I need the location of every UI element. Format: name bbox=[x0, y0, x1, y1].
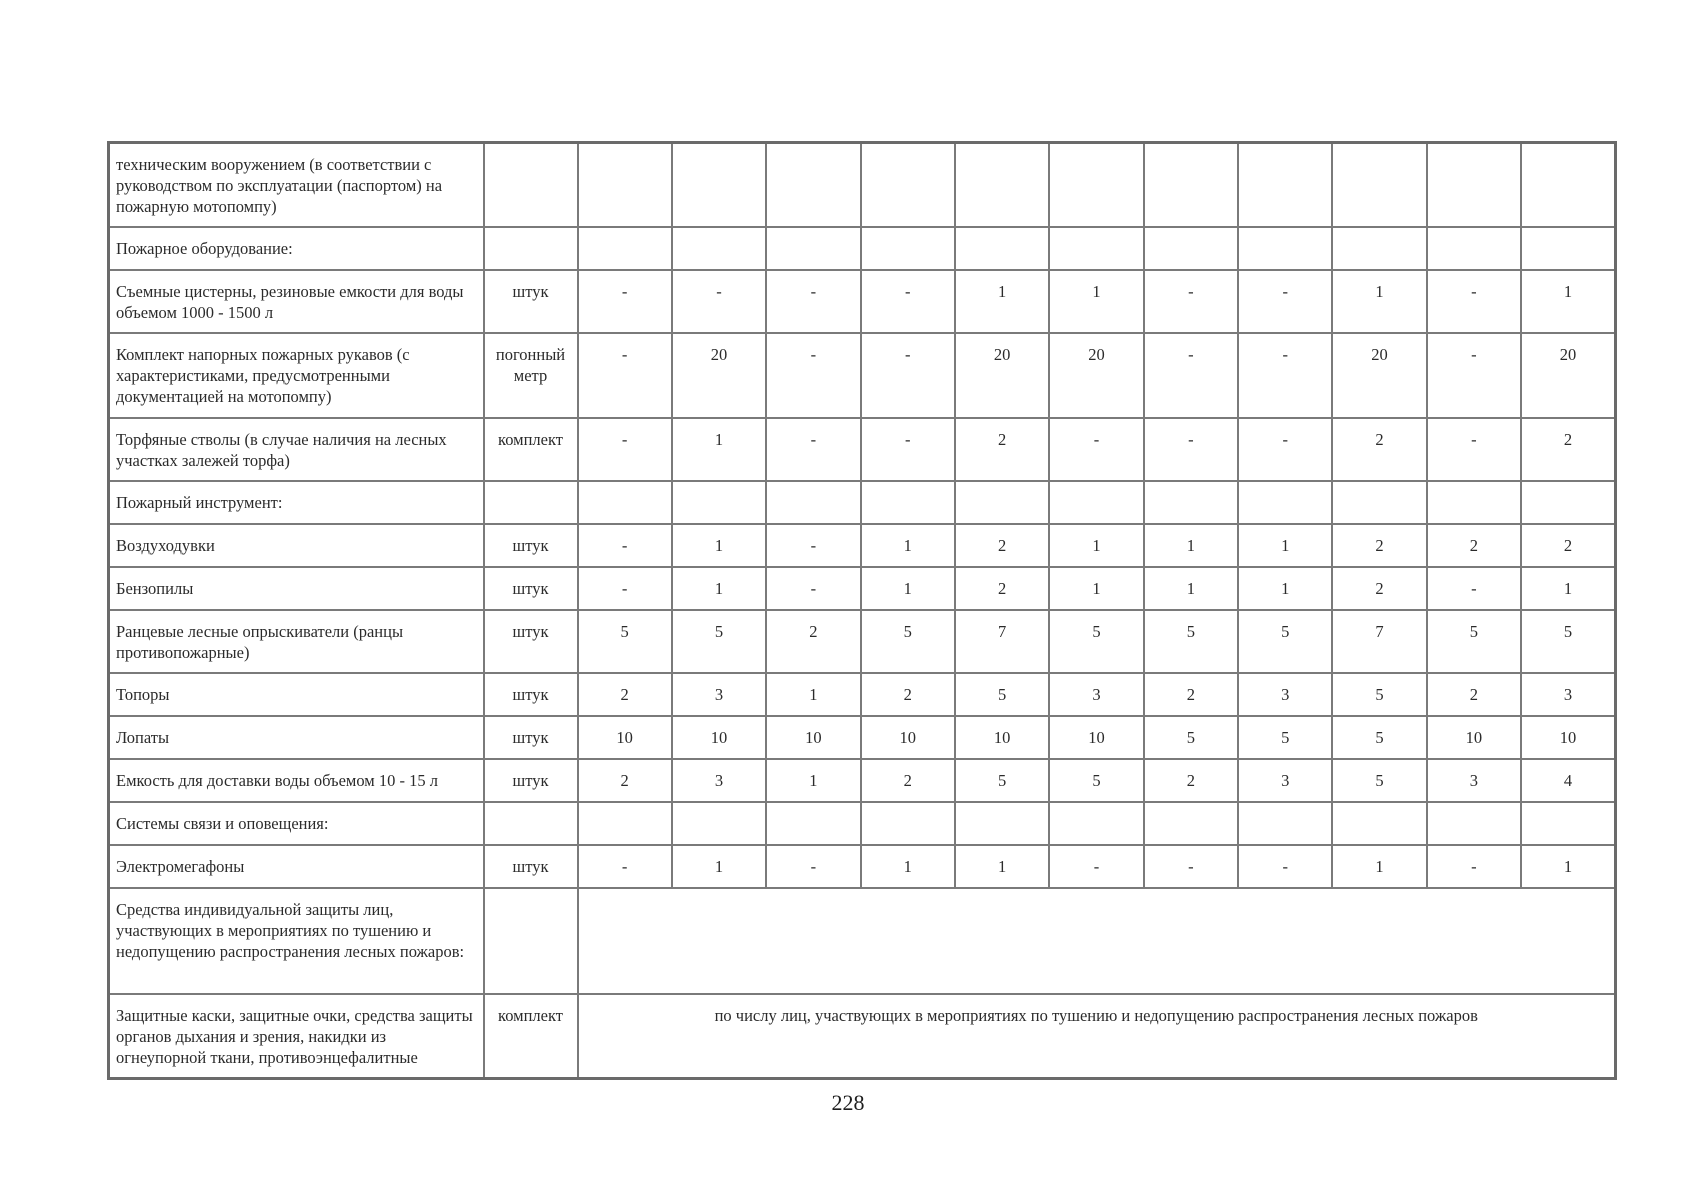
row-name-cell: техническим вооружением (в соответствии с руководством по эксплуатации (паспортом) на пожарную мотопомпу) bbox=[109, 143, 484, 227]
value-cell: 20 bbox=[955, 333, 1049, 418]
value-cell: 5 bbox=[578, 610, 672, 673]
row-unit-cell: штук bbox=[484, 524, 578, 567]
value-cell: 5 bbox=[955, 759, 1049, 802]
value-cell bbox=[766, 227, 860, 270]
table-body bbox=[109, 143, 1616, 1079]
value-cell: - bbox=[766, 270, 860, 333]
value-cell bbox=[1427, 227, 1521, 270]
value-cell: 1 bbox=[1521, 270, 1615, 333]
value-cell: 5 bbox=[672, 610, 766, 673]
value-cell: 1 bbox=[1144, 524, 1238, 567]
value-cell: 2 bbox=[955, 567, 1049, 610]
table-row bbox=[109, 845, 1616, 888]
value-cell: 1 bbox=[672, 567, 766, 610]
row-unit-cell: штук bbox=[484, 270, 578, 333]
value-cell: 1 bbox=[1521, 567, 1615, 610]
value-cell: 7 bbox=[955, 610, 1049, 673]
value-cell: 1 bbox=[1049, 567, 1143, 610]
value-cell: 5 bbox=[1049, 759, 1143, 802]
value-cell: - bbox=[1427, 270, 1521, 333]
value-cell bbox=[766, 802, 860, 845]
value-cell bbox=[955, 227, 1049, 270]
value-cell bbox=[1332, 143, 1426, 227]
value-cell bbox=[1427, 143, 1521, 227]
value-cell: - bbox=[766, 524, 860, 567]
value-cell bbox=[578, 143, 672, 227]
value-cell: 10 bbox=[861, 716, 955, 759]
value-cell bbox=[672, 143, 766, 227]
row-unit-cell bbox=[484, 143, 578, 227]
row-unit-cell bbox=[484, 802, 578, 845]
row-unit-cell bbox=[484, 888, 578, 994]
value-cell bbox=[578, 481, 672, 524]
value-cell bbox=[1049, 143, 1143, 227]
value-cell bbox=[1049, 227, 1143, 270]
value-cell: 1 bbox=[861, 524, 955, 567]
value-cell: 2 bbox=[955, 524, 1049, 567]
value-cell: - bbox=[672, 270, 766, 333]
value-cell: 2 bbox=[1521, 418, 1615, 481]
value-cell: 3 bbox=[1238, 759, 1332, 802]
value-cell: 1 bbox=[1049, 270, 1143, 333]
value-cell: - bbox=[766, 418, 860, 481]
value-cell bbox=[1521, 481, 1615, 524]
value-cell: 5 bbox=[1238, 610, 1332, 673]
value-cell: - bbox=[1238, 270, 1332, 333]
table-row bbox=[109, 270, 1616, 333]
value-cell: - bbox=[578, 333, 672, 418]
value-cell bbox=[578, 802, 672, 845]
value-cell: - bbox=[1238, 845, 1332, 888]
value-cell bbox=[1521, 227, 1615, 270]
value-cell: 2 bbox=[1521, 524, 1615, 567]
value-cell: 2 bbox=[955, 418, 1049, 481]
value-cell: 3 bbox=[672, 759, 766, 802]
value-cell bbox=[861, 143, 955, 227]
row-unit-cell: штук bbox=[484, 716, 578, 759]
value-cell bbox=[766, 481, 860, 524]
value-cell: 1 bbox=[672, 418, 766, 481]
value-cell: 1 bbox=[1332, 270, 1426, 333]
value-cell: 2 bbox=[766, 610, 860, 673]
value-cell: 20 bbox=[1332, 333, 1426, 418]
value-cell: 5 bbox=[1332, 759, 1426, 802]
value-cell: 1 bbox=[955, 845, 1049, 888]
value-cell: 20 bbox=[672, 333, 766, 418]
value-cell bbox=[672, 481, 766, 524]
value-cell: 3 bbox=[1521, 673, 1615, 716]
row-unit-cell: комплект bbox=[484, 418, 578, 481]
value-cell: 1 bbox=[1049, 524, 1143, 567]
table-row bbox=[109, 143, 1616, 227]
value-cell: 2 bbox=[578, 759, 672, 802]
page-number: 228 bbox=[831, 1090, 865, 1115]
value-cell bbox=[1238, 802, 1332, 845]
value-cell bbox=[861, 227, 955, 270]
table-row bbox=[109, 802, 1616, 845]
value-cell: - bbox=[578, 845, 672, 888]
value-cell bbox=[1521, 802, 1615, 845]
table-row bbox=[109, 333, 1616, 418]
value-cell: 2 bbox=[1332, 524, 1426, 567]
row-unit-cell: погонный метр bbox=[484, 333, 578, 418]
value-cell bbox=[1332, 227, 1426, 270]
value-cell: 1 bbox=[672, 845, 766, 888]
table-row bbox=[109, 567, 1616, 610]
value-cell: - bbox=[578, 567, 672, 610]
value-cell: 2 bbox=[1144, 759, 1238, 802]
value-cell: 5 bbox=[1049, 610, 1143, 673]
value-cell: - bbox=[1427, 845, 1521, 888]
value-cell: 1 bbox=[1238, 524, 1332, 567]
value-cell: 5 bbox=[1332, 673, 1426, 716]
value-cell bbox=[1238, 481, 1332, 524]
row-name-cell: Пожарное оборудование: bbox=[109, 227, 484, 270]
value-cell: 3 bbox=[1427, 759, 1521, 802]
row-name-cell: Электромегафоны bbox=[109, 845, 484, 888]
merged-value-cell bbox=[578, 888, 1616, 994]
value-cell: 1 bbox=[1521, 845, 1615, 888]
value-cell bbox=[672, 802, 766, 845]
value-cell: - bbox=[1427, 567, 1521, 610]
value-cell: 3 bbox=[1238, 673, 1332, 716]
row-unit-cell: штук bbox=[484, 759, 578, 802]
value-cell: 2 bbox=[1427, 524, 1521, 567]
row-name-cell: Емкость для доставки воды объемом 10 - 15 л bbox=[109, 759, 484, 802]
value-cell bbox=[1521, 143, 1615, 227]
value-cell: 10 bbox=[766, 716, 860, 759]
value-cell: 1 bbox=[1238, 567, 1332, 610]
value-cell bbox=[861, 481, 955, 524]
value-cell: 10 bbox=[672, 716, 766, 759]
row-name-cell: Комплект напорных пожарных рукавов (с характеристиками, предусмотренными документацией на мотопомпу) bbox=[109, 333, 484, 418]
value-cell bbox=[1332, 481, 1426, 524]
value-cell: - bbox=[861, 270, 955, 333]
value-cell: 1 bbox=[861, 845, 955, 888]
value-cell: - bbox=[766, 567, 860, 610]
value-cell: - bbox=[1238, 333, 1332, 418]
value-cell: 5 bbox=[955, 673, 1049, 716]
value-cell: 5 bbox=[1238, 716, 1332, 759]
value-cell: - bbox=[861, 418, 955, 481]
value-cell: 5 bbox=[1427, 610, 1521, 673]
value-cell: 10 bbox=[578, 716, 672, 759]
table-row bbox=[109, 759, 1616, 802]
row-unit-cell bbox=[484, 227, 578, 270]
value-cell bbox=[1144, 227, 1238, 270]
value-cell bbox=[955, 143, 1049, 227]
value-cell: 10 bbox=[1521, 716, 1615, 759]
value-cell: 1 bbox=[766, 759, 860, 802]
value-cell: - bbox=[1144, 333, 1238, 418]
value-cell bbox=[1144, 143, 1238, 227]
value-cell bbox=[861, 802, 955, 845]
row-name-cell: Торфяные стволы (в случае наличия на лесных участках залежей торфа) bbox=[109, 418, 484, 481]
row-unit-cell: штук bbox=[484, 567, 578, 610]
value-cell: 2 bbox=[1332, 418, 1426, 481]
row-name-cell: Ранцевые лесные опрыскиватели (ранцы противопожарные) bbox=[109, 610, 484, 673]
value-cell bbox=[1049, 802, 1143, 845]
row-name-cell: Средства индивидуальной защиты лиц, участвующих в мероприятиях по тушению и недопущению распространения лесных пожаров: bbox=[109, 888, 484, 994]
row-unit-cell: штук bbox=[484, 610, 578, 673]
value-cell: - bbox=[1144, 418, 1238, 481]
table-row bbox=[109, 524, 1616, 567]
value-cell: 2 bbox=[1332, 567, 1426, 610]
value-cell bbox=[1238, 143, 1332, 227]
value-cell: 1 bbox=[672, 524, 766, 567]
row-name-cell: Пожарный инструмент: bbox=[109, 481, 484, 524]
table-row bbox=[109, 418, 1616, 481]
table-row bbox=[109, 610, 1616, 673]
row-name-cell: Топоры bbox=[109, 673, 484, 716]
value-cell: 7 bbox=[1332, 610, 1426, 673]
value-cell: 2 bbox=[1144, 673, 1238, 716]
value-cell: 10 bbox=[1049, 716, 1143, 759]
value-cell: 5 bbox=[1144, 716, 1238, 759]
value-cell bbox=[1144, 481, 1238, 524]
merged-value-cell: по числу лиц, участвующих в мероприятиях по тушению и недопущению распространения лесных пожаров bbox=[578, 994, 1616, 1079]
row-name-cell: Воздуходувки bbox=[109, 524, 484, 567]
value-cell: - bbox=[766, 845, 860, 888]
value-cell bbox=[955, 481, 1049, 524]
value-cell: - bbox=[578, 524, 672, 567]
value-cell: - bbox=[1049, 845, 1143, 888]
value-cell: - bbox=[1238, 418, 1332, 481]
value-cell: 10 bbox=[955, 716, 1049, 759]
value-cell bbox=[1427, 802, 1521, 845]
row-unit-cell: комплект bbox=[484, 994, 578, 1079]
value-cell: 3 bbox=[1049, 673, 1143, 716]
value-cell: 5 bbox=[1332, 716, 1426, 759]
value-cell: 20 bbox=[1521, 333, 1615, 418]
table-row bbox=[109, 994, 1616, 1079]
value-cell bbox=[1049, 481, 1143, 524]
value-cell: 1 bbox=[1332, 845, 1426, 888]
value-cell: 20 bbox=[1049, 333, 1143, 418]
value-cell: 5 bbox=[1521, 610, 1615, 673]
table-row bbox=[109, 673, 1616, 716]
value-cell bbox=[766, 143, 860, 227]
row-name-cell: Лопаты bbox=[109, 716, 484, 759]
table-row bbox=[109, 716, 1616, 759]
value-cell: - bbox=[578, 270, 672, 333]
value-cell bbox=[578, 227, 672, 270]
value-cell: 2 bbox=[578, 673, 672, 716]
value-cell bbox=[955, 802, 1049, 845]
value-cell bbox=[1427, 481, 1521, 524]
row-unit-cell: штук bbox=[484, 845, 578, 888]
value-cell: 1 bbox=[766, 673, 860, 716]
value-cell: - bbox=[1049, 418, 1143, 481]
row-name-cell: Защитные каски, защитные очки, средства защиты органов дыхания и зрения, накидки из огнеупорной ткани, противоэнцефалитные bbox=[109, 994, 484, 1079]
row-name-cell: Бензопилы bbox=[109, 567, 484, 610]
value-cell: - bbox=[578, 418, 672, 481]
value-cell: 5 bbox=[861, 610, 955, 673]
value-cell: 1 bbox=[1144, 567, 1238, 610]
value-cell: - bbox=[1427, 418, 1521, 481]
row-name-cell: Съемные цистерны, резиновые емкости для воды объемом 1000 - 1500 л bbox=[109, 270, 484, 333]
value-cell: 1 bbox=[861, 567, 955, 610]
row-unit-cell: штук bbox=[484, 673, 578, 716]
table-row bbox=[109, 227, 1616, 270]
value-cell: 10 bbox=[1427, 716, 1521, 759]
equipment-table bbox=[107, 141, 1617, 1080]
table-row bbox=[109, 481, 1616, 524]
value-cell: 2 bbox=[1427, 673, 1521, 716]
value-cell: - bbox=[1427, 333, 1521, 418]
value-cell: 2 bbox=[861, 673, 955, 716]
value-cell: - bbox=[766, 333, 860, 418]
value-cell bbox=[672, 227, 766, 270]
value-cell: - bbox=[1144, 845, 1238, 888]
value-cell: 3 bbox=[672, 673, 766, 716]
value-cell: 2 bbox=[861, 759, 955, 802]
value-cell: 5 bbox=[1144, 610, 1238, 673]
value-cell bbox=[1332, 802, 1426, 845]
table-row bbox=[109, 888, 1616, 994]
value-cell: - bbox=[861, 333, 955, 418]
value-cell: 4 bbox=[1521, 759, 1615, 802]
value-cell: - bbox=[1144, 270, 1238, 333]
row-unit-cell bbox=[484, 481, 578, 524]
value-cell bbox=[1144, 802, 1238, 845]
value-cell bbox=[1238, 227, 1332, 270]
row-name-cell: Системы связи и оповещения: bbox=[109, 802, 484, 845]
value-cell: 1 bbox=[955, 270, 1049, 333]
